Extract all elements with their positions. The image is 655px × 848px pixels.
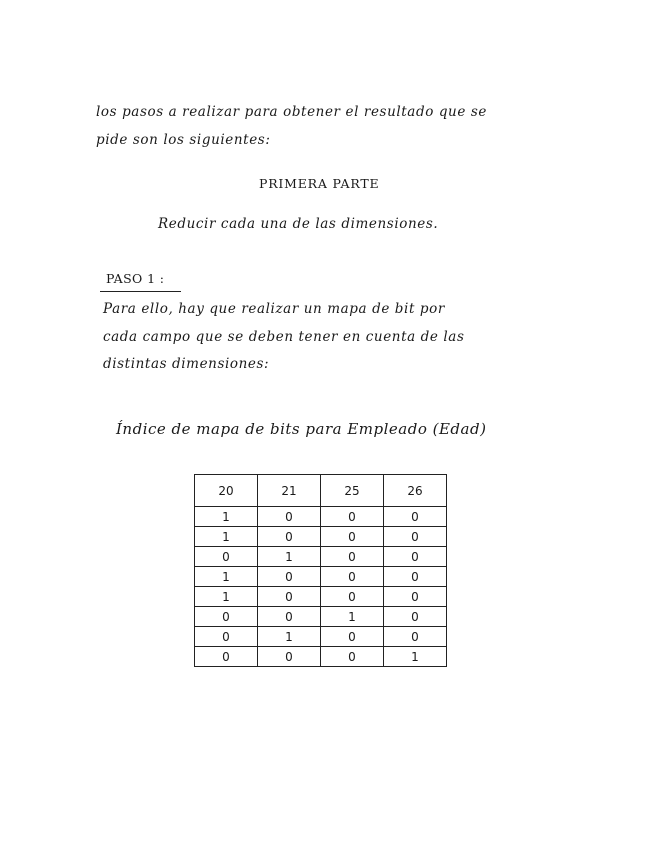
table-cell: 0	[258, 527, 321, 547]
step-line-2: cada campo que se deben tener en cuenta de las	[103, 329, 465, 345]
table-cell: 1	[195, 507, 258, 527]
table-header-row	[195, 475, 447, 507]
section-subtitle: Reducir cada una de las dimensiones.	[158, 216, 439, 232]
table-row	[195, 507, 447, 527]
column-header: 20	[195, 475, 258, 507]
step-line-3: distintas dimensiones:	[103, 356, 270, 372]
table-cell: 1	[321, 607, 384, 627]
step-label-underline	[100, 291, 181, 292]
table-cell: 0	[258, 507, 321, 527]
table-cell: 0	[384, 627, 447, 647]
table-row	[195, 627, 447, 647]
table-cell: 0	[258, 607, 321, 627]
index-title: Índice de mapa de bits para Empleado (Edad)	[116, 420, 487, 438]
table-cell: 0	[384, 527, 447, 547]
table-cell: 0	[321, 627, 384, 647]
table-cell: 1	[258, 627, 321, 647]
table-row	[195, 567, 447, 587]
table-cell: 0	[258, 567, 321, 587]
table-cell: 0	[195, 627, 258, 647]
table-cell: 0	[195, 547, 258, 567]
intro-line-2: pide son los siguientes:	[96, 132, 271, 148]
table-row	[195, 587, 447, 607]
table-cell: 1	[195, 567, 258, 587]
table-cell: 1	[384, 647, 447, 667]
bitmap-index-table	[194, 474, 447, 667]
table-cell: 1	[195, 587, 258, 607]
table-row	[195, 607, 447, 627]
table-cell: 0	[258, 647, 321, 667]
table-cell: 0	[384, 547, 447, 567]
table-cell: 0	[321, 547, 384, 567]
section-title: PRIMERA PARTE	[259, 176, 380, 191]
step-line-1: Para ello, hay que realizar un mapa de bit por	[103, 301, 445, 317]
table-cell: 0	[321, 647, 384, 667]
table-cell: 0	[384, 607, 447, 627]
step-label: PASO 1 :	[106, 271, 165, 286]
table-row	[195, 647, 447, 667]
table-cell: 1	[258, 547, 321, 567]
table-row	[195, 547, 447, 567]
intro-line-1: los pasos a realizar para obtener el resultado que se	[96, 104, 487, 120]
table-cell: 1	[195, 527, 258, 547]
table-cell: 0	[384, 567, 447, 587]
column-header: 26	[384, 475, 447, 507]
table-cell: 0	[384, 507, 447, 527]
table-cell: 0	[384, 587, 447, 607]
table-cell: 0	[258, 587, 321, 607]
table-cell: 0	[321, 527, 384, 547]
table-cell: 0	[321, 567, 384, 587]
table-cell: 0	[195, 607, 258, 627]
table-cell: 0	[321, 587, 384, 607]
table-cell: 0	[195, 647, 258, 667]
table-row	[195, 527, 447, 547]
column-header: 25	[321, 475, 384, 507]
column-header: 21	[258, 475, 321, 507]
table-cell: 0	[321, 507, 384, 527]
